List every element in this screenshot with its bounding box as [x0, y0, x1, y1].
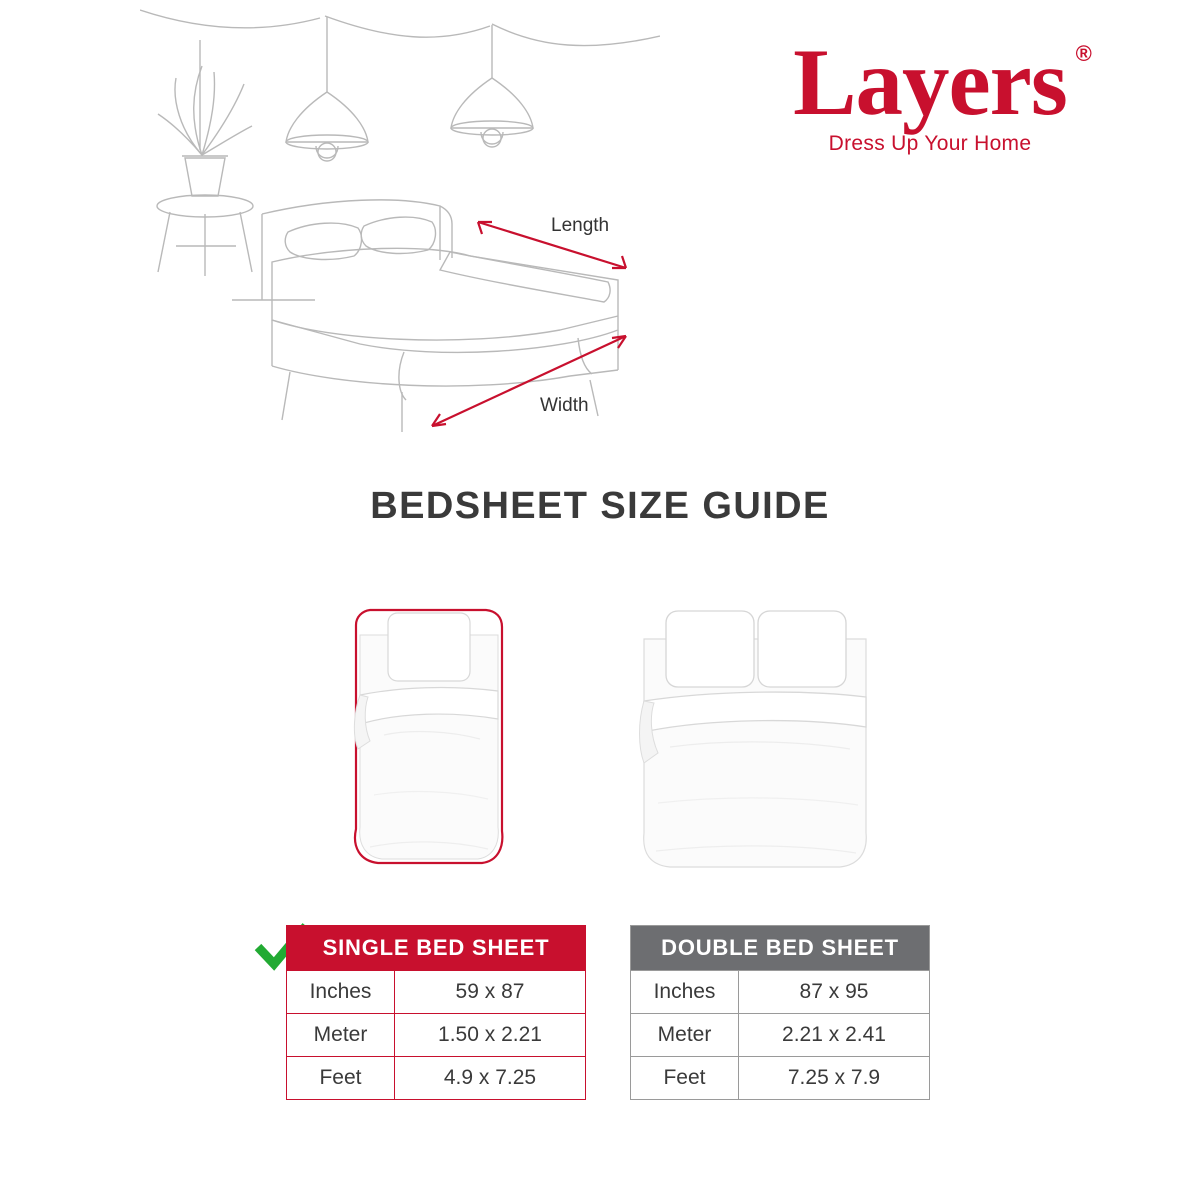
- unit-label: Meter: [631, 1014, 739, 1057]
- table-header-row: [631, 926, 930, 971]
- brand-logo: [700, 29, 1160, 185]
- unit-label: Feet: [631, 1057, 739, 1100]
- hero-illustration-section: [0, 0, 1200, 470]
- page-title: BEDSHEET SIZE GUIDE: [370, 485, 830, 527]
- table-row: [631, 971, 930, 1014]
- width-label: Width: [540, 395, 589, 416]
- brand-tagline: Dress Up Your Home: [828, 132, 1032, 155]
- double-table-header: DOUBLE BED SHEET: [631, 926, 930, 971]
- table-row: [287, 1057, 586, 1100]
- single-bed-image: [330, 595, 530, 885]
- registered-trademark-icon: ®: [1075, 41, 1091, 66]
- unit-value: 87 x 95: [739, 971, 930, 1014]
- unit-label: Inches: [287, 971, 395, 1014]
- unit-label: Feet: [287, 1057, 395, 1100]
- unit-value: 4.9 x 7.25: [395, 1057, 586, 1100]
- brand-name-label: Layers: [793, 29, 1067, 135]
- single-table-header: SINGLE BED SHEET: [287, 926, 586, 971]
- length-label: Length: [551, 215, 610, 236]
- unit-value: 7.25 x 7.9: [739, 1057, 930, 1100]
- unit-label: Inches: [631, 971, 739, 1014]
- unit-value: 1.50 x 2.21: [395, 1014, 586, 1057]
- single-bed-sheet-table: [286, 925, 586, 1100]
- double-bed-image: [630, 595, 880, 885]
- table-header-row: [287, 926, 586, 971]
- unit-label: Meter: [287, 1014, 395, 1057]
- table-row: [287, 971, 586, 1014]
- double-bed-sheet-table: [630, 925, 930, 1100]
- unit-value: 59 x 87: [395, 971, 586, 1014]
- unit-value: 2.21 x 2.41: [739, 1014, 930, 1057]
- table-row: [631, 1014, 930, 1057]
- table-row: [631, 1057, 930, 1100]
- brand-name-text: [793, 29, 1091, 135]
- table-row: [287, 1014, 586, 1057]
